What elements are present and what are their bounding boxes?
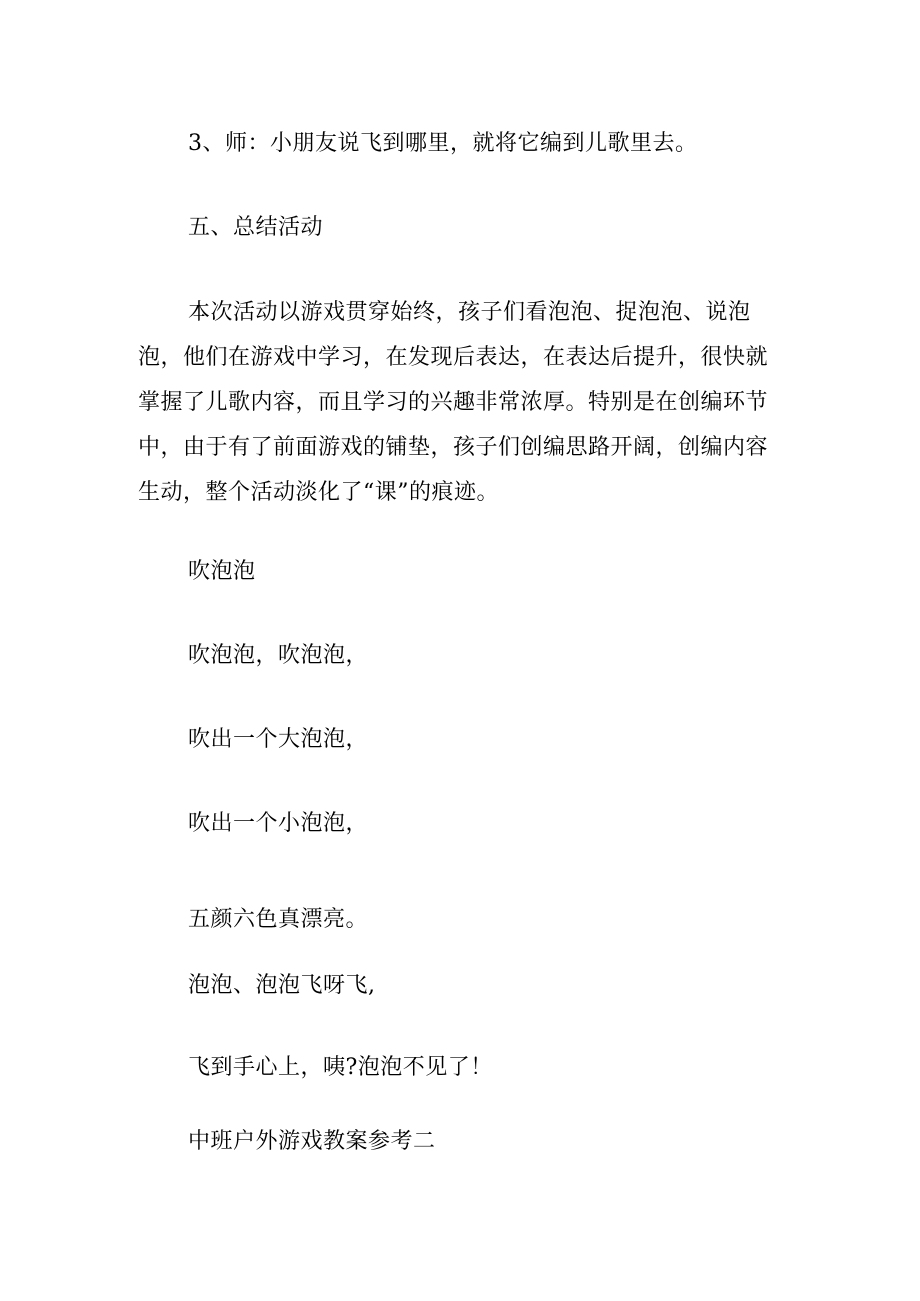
section-heading: 五、总结活动 — [188, 215, 324, 240]
poem-line: 飞到手心上，咦?泡泡不见了！ — [188, 1055, 493, 1080]
summary-paragraph-text: 本次活动以游戏贯穿始终，孩子们看泡泡、捉泡泡、说泡泡，他们在游戏中学习，在发现后表达，在表达后提升，很快就掌握了儿歌内容，而且学习的兴趣非常浓厚。特别是在创编环节中，由于有了前面游戏的铺垫，孩子们创编思路开阔，创编内容生动，整个活动淡化了“课”的痕迹。 — [138, 300, 769, 505]
poem-line: 五颜六色真漂亮。 — [188, 907, 369, 932]
summary-paragraph — [138, 290, 778, 515]
poem-line: 吹出一个小泡泡， — [188, 811, 369, 836]
poem-line: 吹出一个大泡泡， — [188, 727, 369, 752]
poem-title: 吹泡泡 — [188, 559, 256, 584]
item-3-text: 3、师：小朋友说飞到哪里，就将它编到儿歌里去。 — [188, 131, 698, 156]
poem-line: 吹泡泡，吹泡泡， — [188, 643, 369, 668]
next-section-title: 中班户外游戏教案参考二 — [188, 1129, 436, 1154]
poem-line: 泡泡、泡泡飞呀飞, — [188, 973, 376, 998]
